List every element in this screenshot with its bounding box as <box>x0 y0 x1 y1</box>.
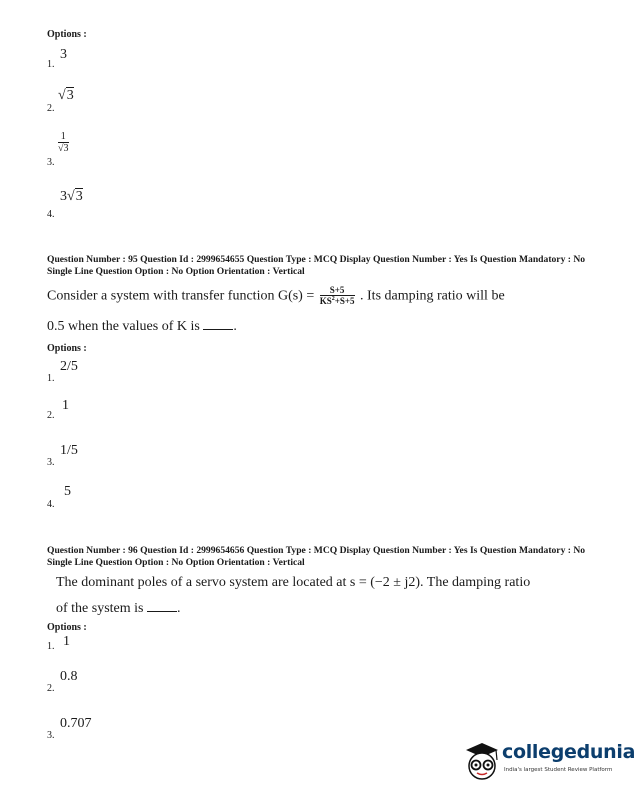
question-header: Question Number : 95 Question Id : 2999654655 Question Type : MCQ Display Question Number : Yes Is Question Mandatory : No Single Line Question Option : No Option Orientation : Vertical <box>47 254 586 277</box>
option-number: 1. <box>47 373 55 384</box>
answer-blank <box>147 600 177 612</box>
option-number: 3. <box>47 157 55 168</box>
options-label: Options : <box>47 622 87 633</box>
option-number: 3. <box>47 457 55 468</box>
option-number: 1. <box>47 641 55 652</box>
option-number: 4. <box>47 499 55 510</box>
option-value[interactable]: 1 <box>62 398 69 413</box>
option-value[interactable]: 2/5 <box>60 359 78 374</box>
option-value[interactable]: 1/5 <box>60 443 78 458</box>
brand-tagline: India's largest Student Review Platform <box>504 767 613 773</box>
option-number: 2. <box>47 103 55 114</box>
sqrt-expression: √3 <box>58 88 74 103</box>
option-value[interactable] <box>58 131 69 154</box>
option-number: 2. <box>47 683 55 694</box>
question-text: The dominant poles of a servo system are located at s = (−2 ± j2). The damping ratio <box>56 575 531 590</box>
question-text-line2: of the system is . <box>56 601 181 616</box>
collegedunia-logo[interactable] <box>462 740 635 785</box>
option-value[interactable] <box>58 88 74 104</box>
question-text: Consider a system with transfer function G(s) = $\frac{S+5}{KS^2+S+5}$ . Its damping ratio will be <box>47 285 505 306</box>
option-value[interactable]: 0.8 <box>60 669 78 684</box>
answer-blank <box>203 318 233 330</box>
options-label: Options : <box>47 29 87 40</box>
option-number: 3. <box>47 730 55 741</box>
options-label: Options : <box>47 343 87 354</box>
option-value[interactable]: 3√3 <box>60 189 83 204</box>
graduate-owl-icon <box>462 740 502 782</box>
question-header: Question Number : 96 Question Id : 2999654656 Question Type : MCQ Display Question Number : Yes Is Question Mandatory : No Single Line Question Option : No Option Orientation : Vertical <box>47 545 586 568</box>
transfer-function: $\frac{S+5}{KS^2+S+5}$ <box>319 285 355 306</box>
brand-name: collegedunia <box>502 741 635 763</box>
option-number: 2. <box>47 410 55 421</box>
option-value[interactable]: 1 <box>63 634 70 649</box>
option-number: 1. <box>47 59 55 70</box>
option-value[interactable]: 0.707 <box>60 716 92 731</box>
option-value[interactable]: 5 <box>64 484 71 499</box>
fraction: $\frac{1}{√3}$ <box>58 131 69 154</box>
question-text-line2: 0.5 when the values of K is . <box>47 319 237 334</box>
option-number: 4. <box>47 209 55 220</box>
option-value[interactable]: 3 <box>60 47 67 62</box>
